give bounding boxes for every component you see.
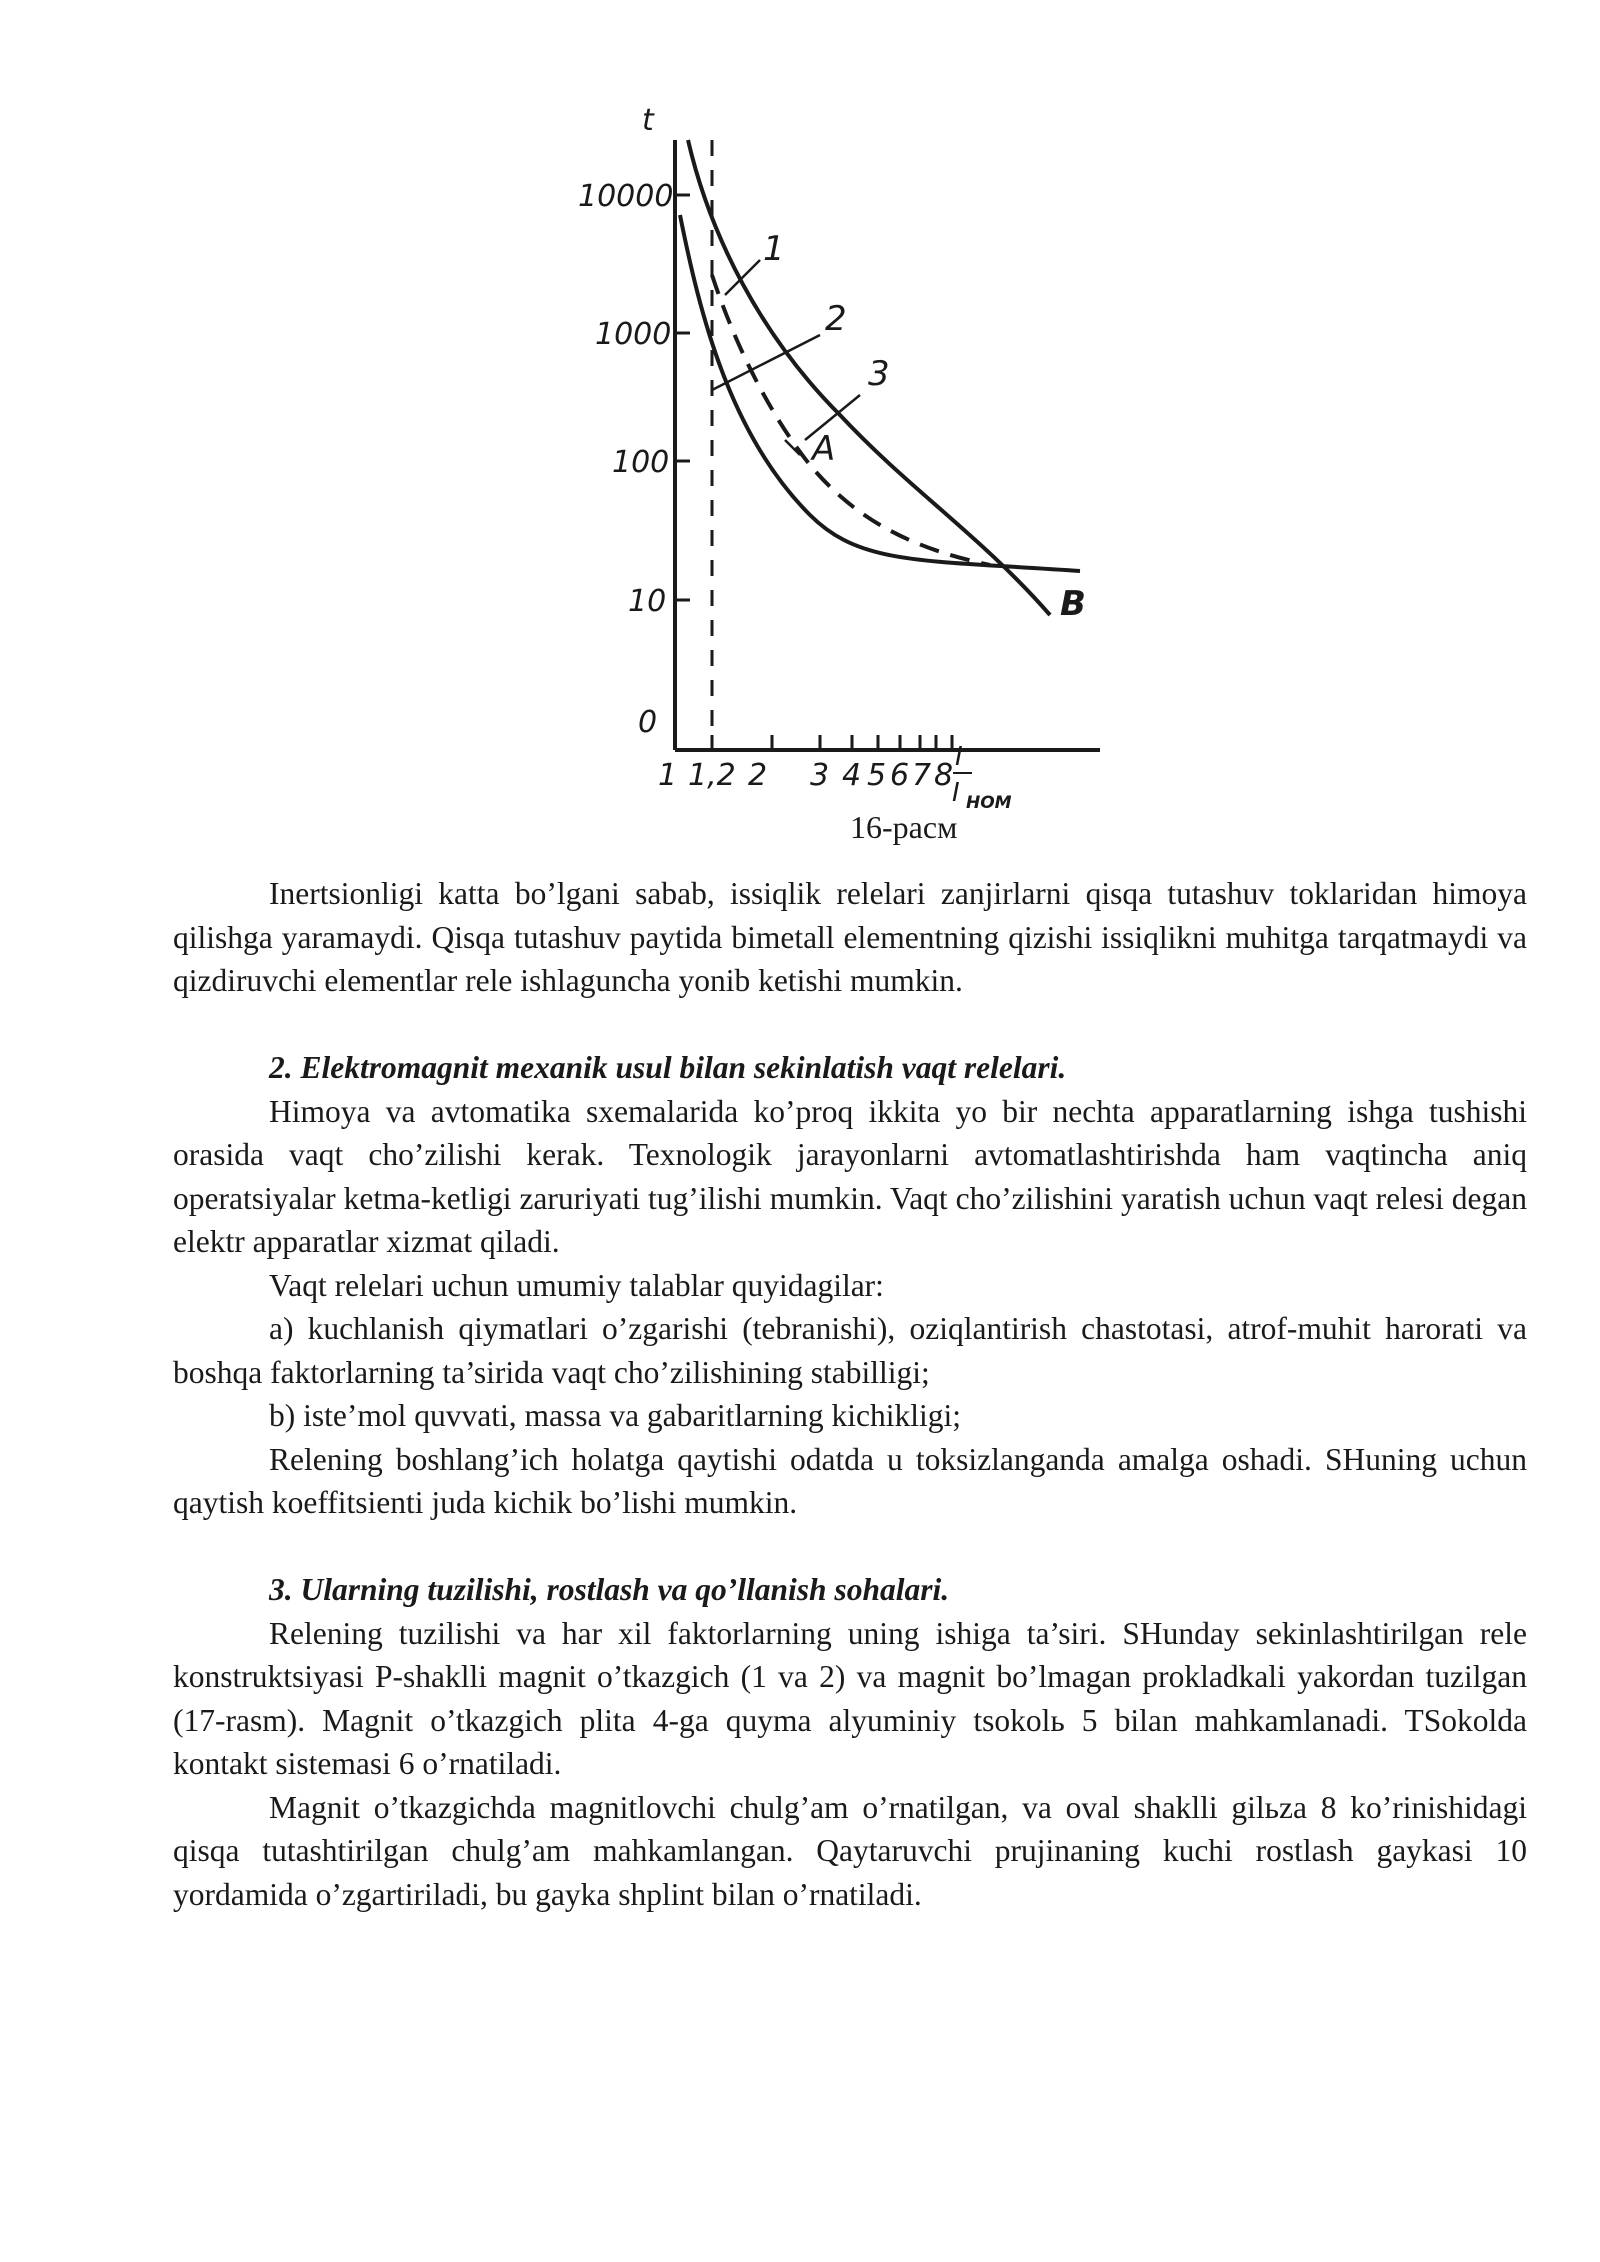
leader-2 (712, 335, 820, 390)
point-label-b: B (1060, 584, 1086, 624)
x-tick-label: 8 (934, 758, 954, 793)
leader-1 (725, 260, 760, 295)
y-tick-label: 100 (612, 445, 670, 480)
paragraph: Relening boshlang’ich holatga qaytishi odatda u toksizlanganda amalga oshadi. SHuning uchun qaytish koeffitsienti juda kichik bo’lishi mumkin. (173, 1441, 1527, 1520)
curve-3 (712, 275, 990, 565)
curve-label-1: 1 (763, 229, 785, 269)
x-tick-label: 6 (890, 758, 910, 793)
y-tick-label: 0 (638, 705, 658, 740)
x-axis-label-numerator: I (955, 742, 963, 772)
list-item: a) kuchlanish qiymatlari o’zgarishi (tebranishi), oziqlantirish chastotasi, atrof-muhit harorati va boshqa faktorlarning ta’sirida vaqt cho’zilishining stabilligi; (173, 1311, 1527, 1390)
x-tick-label: 3 (810, 758, 830, 793)
paragraph: Relening tuzilishi va har xil faktorlarning uning ishiga ta’siri. SHunday sekinlashtirilgan rele konstruktsiyasi P-shaklli magnit o’tkazgich (1 va 2) va magnit bo’lmagan prokladkali yakordan tuzilgan (17-rasm). Magnit o’tkazgich plita 4-ga quyma alyuminiy tsokolь 5 bilan mahkamlanadi. TSokolda kontakt sistemasi 6 o’rnatiladi. (173, 1615, 1527, 1781)
paragraph: Inertsionligi katta bo’lgani sabab, issiqlik relelari zanjirlarni qisqa tutashuv toklaridan himoya qilishga yaramaydi. Qisqa tutashuv paytida bimetall elementning qizishi issiqlikni muhitga tarqatmaydi va qizdiruvchi elementlar rele ishlaguncha yonib ketishi mumkin. (173, 876, 1527, 998)
curve-label-2: 2 (825, 299, 847, 339)
paragraph: Vaqt relelari uchun umumiy talablar quyidagilar: (269, 1267, 884, 1303)
y-tick-label: 10000 (578, 179, 674, 214)
x-tick-label: 1 (658, 758, 678, 793)
section-heading-2: 2. Elektromagnit mexanik usul bilan sekinlatish vaqt relelari. (269, 1050, 1067, 1085)
x-axis-label-subscript: НОМ (966, 793, 1012, 813)
paragraph: Himoya va avtomatika sxemalarida ko’proq ikkita yo bir nechta apparatlarning ishga tushishi orasida vaqt cho’zilishi kerak. Texnologik jarayonlarni avtomatlashtirishda ham vaqtincha aniq operatsiyalar ketma-ketligi zaruriyati tug’ilishi mumkin. Vaqt cho’zilishini yaratish uchun vaqt relesi degan elektr apparatlar xizmat qiladi. (173, 1093, 1527, 1259)
spacer (173, 1525, 1527, 1569)
list-item: b) iste’mol quvvati, massa va gabaritlarning kichikligi; (269, 1398, 961, 1433)
spacer (173, 1003, 1527, 1047)
x-tick-label: 5 (867, 758, 887, 793)
x-tick-label: 2 (748, 758, 768, 793)
document-body (173, 872, 1527, 1916)
section-heading-3: 3. Ularning tuzilishi, rostlash va qo’llanish sohalari. (269, 1572, 950, 1607)
time-current-diagram (560, 95, 1180, 865)
x-tick-label: 7 (912, 758, 932, 793)
y-axis-label: t (642, 103, 654, 138)
x-tick-label: 4 (842, 758, 862, 793)
curve-label-3: 3 (868, 354, 890, 394)
figure-16 (560, 95, 1180, 865)
y-tick-label: 1000 (595, 317, 672, 352)
x-axis-label-denominator: I (952, 778, 960, 808)
point-label-a: A (812, 429, 836, 469)
figure-caption: 16-расм (850, 809, 958, 845)
y-tick-label: 10 (628, 584, 667, 619)
x-tick-label: 1,2 (688, 758, 736, 793)
paragraph: Magnit o’tkazgichda magnitlovchi chulg’am o’rnatilgan, va oval shaklli gilьza 8 ko’rinishidagi qisqa tutashtirilgan chulg’am mahkamlangan. Qaytaruvchi prujinaning kuchi rostlash gaykasi 10 yordamida o’zgartiriladi, bu gayka shplint bilan o’rnatiladi. (173, 1789, 1527, 1912)
